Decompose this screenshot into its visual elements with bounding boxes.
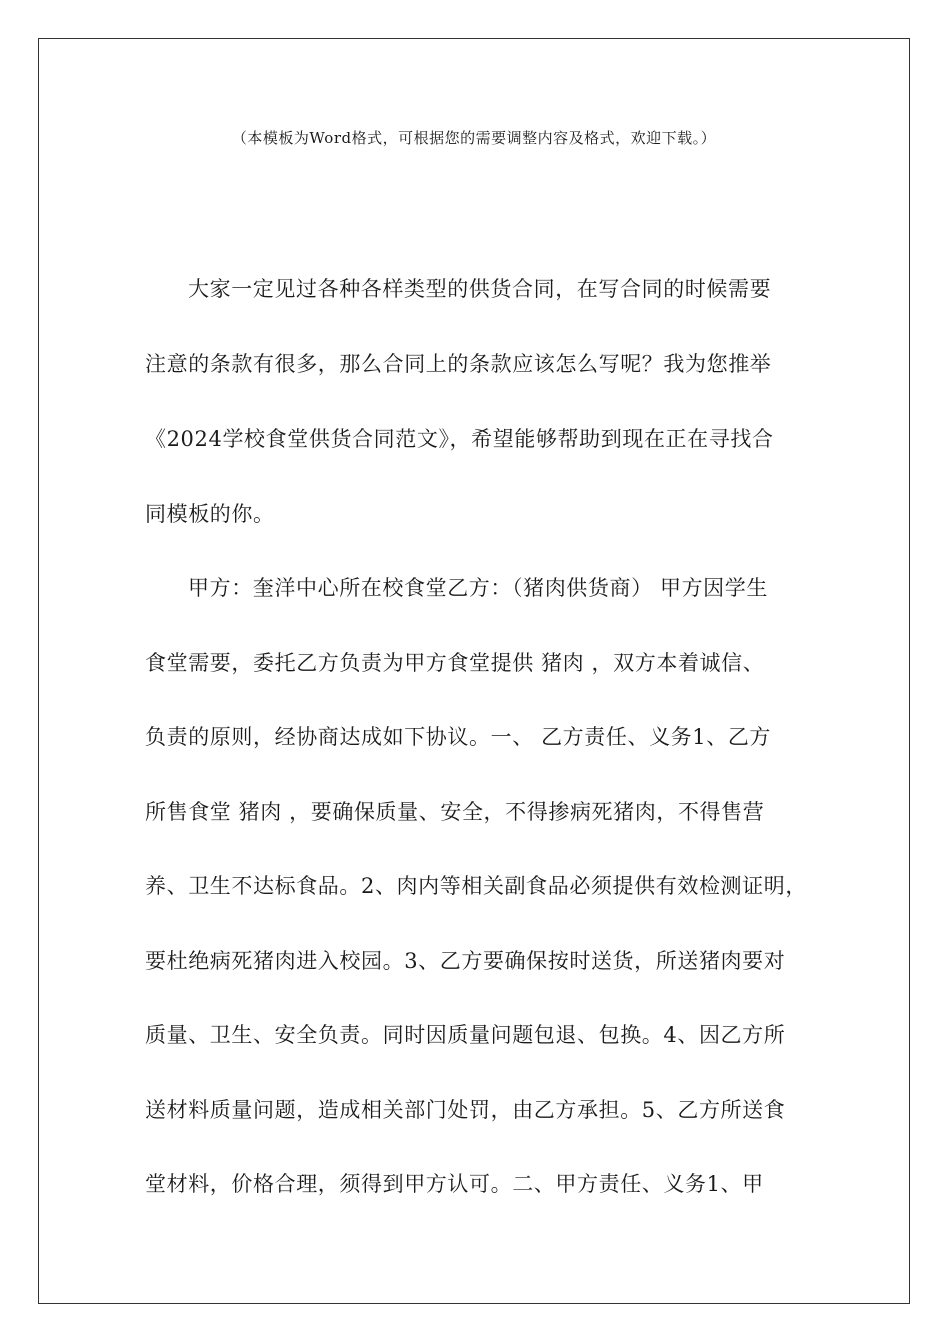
body-line-3: 《2024学校食堂供货合同范文》，希望能够帮助到现在正在寻找合 (145, 427, 774, 451)
body-line-12: 送材料质量问题，造成相关部门处罚，由乙方承担。5、乙方所送食 (145, 1098, 786, 1122)
body-line-4: 同模板的你。 (145, 502, 275, 526)
body-line-9: 养、卫生不达标食品。2、肉内等相关副食品必须提供有效检测证明， (145, 874, 807, 898)
template-note: （本模板为Word格式，可根据您的需要调整内容及格式，欢迎下载。） (231, 129, 717, 147)
body-line-7: 负责的原则，经协商达成如下协议。一、 乙方责任、义务1、乙方 (145, 725, 772, 749)
body-line-11: 质量、卫生、安全负责。同时因质量问题包退、包换。4、因乙方所 (145, 1023, 786, 1047)
body-line-8: 所售食堂 猪肉 ，要确保质量、安全，不得掺病死猪肉，不得售营 (145, 800, 765, 824)
body-line-13: 堂材料，价格合理，须得到甲方认可。二、甲方责任、义务1、甲 (145, 1172, 764, 1196)
body-line-10: 要杜绝病死猪肉进入校园。3、乙方要确保按时送货，所送猪肉要对 (145, 949, 786, 973)
body-line-6: 食堂需要，委托乙方负责为甲方食堂提供 猪肉 ，双方本着诚信、 (145, 651, 765, 675)
body-line-1: 大家一定见过各种各样类型的供货合同，在写合同的时候需要 (188, 277, 772, 301)
body-line-5: 甲方：奎洋中心所在校食堂乙方：（猪肉供货商） 甲方因学生 (188, 576, 768, 600)
body-line-2: 注意的条款有很多，那么合同上的条款应该怎么写呢？我为您推举 (145, 352, 772, 376)
